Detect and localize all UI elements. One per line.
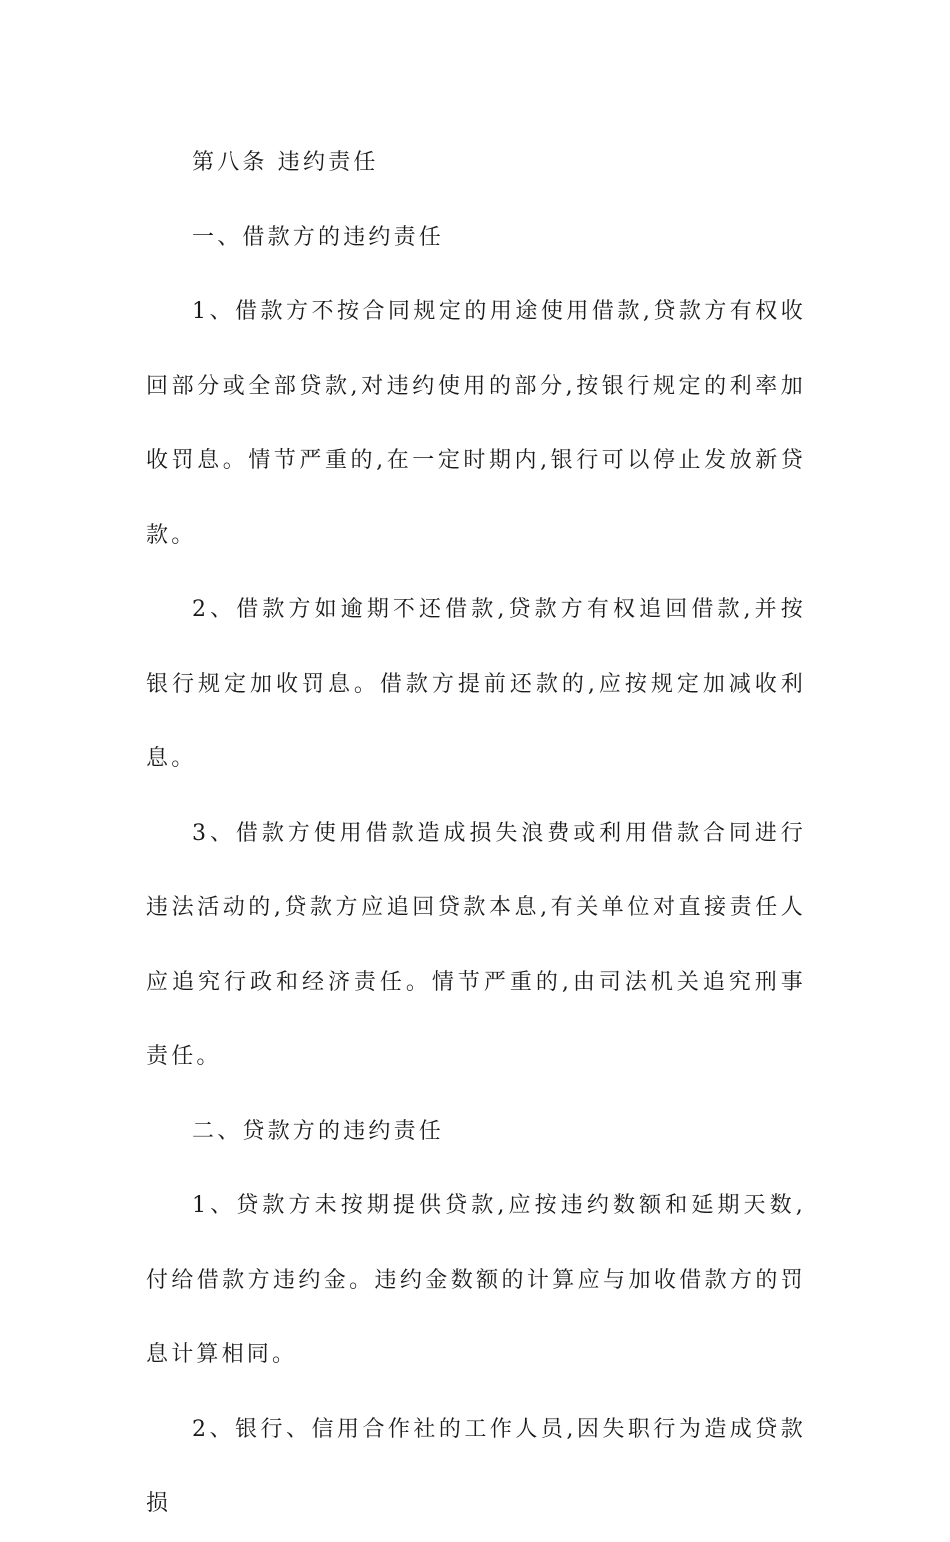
article-heading: 第八条 违约责任 xyxy=(192,150,379,175)
section-heading-lender: 二、贷款方的违约责任 xyxy=(192,1118,445,1144)
paragraph-borrower-1: 1、借款方不按合同规定的用途使用借款,贷款方有权收回部分或全部贷款,对违约使用的部分,按银行规定的利率加收罚息。情节严重的,在一定时期内,银行可以停止发放新贷款。 xyxy=(146,299,806,548)
document-body xyxy=(146,126,806,1542)
paragraph-lender-1: 1、贷款方未按期提供贷款,应按违约数额和延期天数,付给借款方违约金。违约金数额的计算应与加收借款方的罚息计算相同。 xyxy=(146,1193,806,1367)
section-heading-borrower: 一、借款方的违约责任 xyxy=(192,224,445,250)
paragraph-borrower-2: 2、借款方如逾期不还借款,贷款方有权追回借款,并按银行规定加收罚息。借款方提前还款的,应按规定加减收利息。 xyxy=(146,597,806,771)
paragraph-borrower-3: 3、借款方使用借款造成损失浪费或利用借款合同进行违法活动的,贷款方应追回贷款本息,有关单位对直接责任人应追究行政和经济责任。情节严重的,由司法机关追究刑事责任。 xyxy=(146,820,806,1069)
paragraph-lender-2: 2、银行、信用合作社的工作人员,因失职行为造成贷款损 xyxy=(146,1416,806,1516)
